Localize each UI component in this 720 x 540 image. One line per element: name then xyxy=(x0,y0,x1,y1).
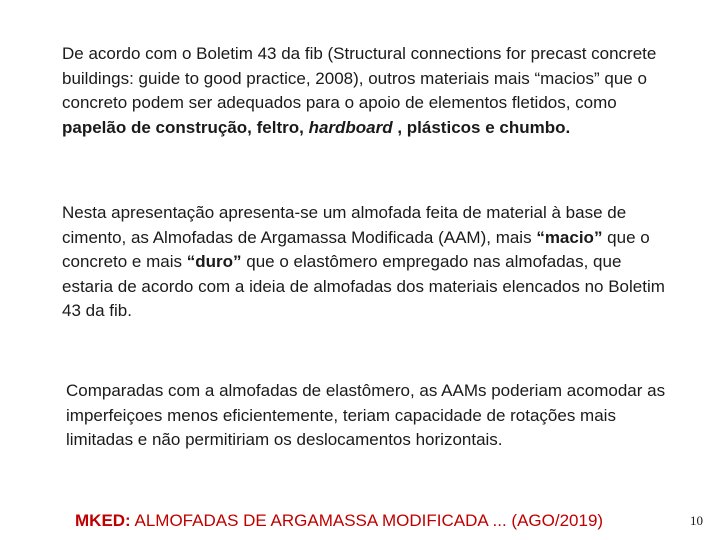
footer-title: ALMOFADAS DE ARGAMASSA MODIFICADA ... (AGO/2019) xyxy=(130,511,604,530)
page-number: 10 xyxy=(690,513,703,528)
p1-text: De acordo com o Boletim 43 da fib (Structural connections for precast concrete buildings: guide to good practice, 2008), outros materiais mais “macios” que o concreto podem ser adequados para o apoio de elementos fletidos, como xyxy=(62,44,657,112)
footer xyxy=(75,510,603,532)
p1-bold-materials-end: , plásticos e chumbo. xyxy=(392,117,571,137)
p2-bold-macio: “macio” xyxy=(536,227,603,247)
paragraph-aam-presentation xyxy=(62,201,677,324)
p2-text-c: que o elastômero empregado nas almofadas, que estaria de acordo com a ideia de almofadas dos materiais elencados no Boletim 43 da fib. xyxy=(62,252,665,320)
footer-brand: MKED: xyxy=(75,511,131,530)
paragraph-comparison xyxy=(66,379,666,453)
p2-bold-duro: “duro” xyxy=(186,252,242,271)
p2-text-a: Nesta apresentação apresenta-se um almofada feita de material à base de cimento, as Almofadas de Argamassa Modificada (AAM), mais xyxy=(62,203,627,247)
p1-bold-italic-hardboard: hardboard xyxy=(308,117,393,137)
paragraph-fib-bulletin xyxy=(62,42,677,140)
p2-text-b: que o concreto e mais xyxy=(62,227,650,271)
p1-bold-materials: papelão de construção, feltro, xyxy=(62,117,309,137)
p3-text: Comparadas com a almofadas de elastômero, as AAMs poderiam acomodar as imperfeiçoes menos eficientemente, teriam capacidade de rotações mais limitadas e não permitiriam os deslocamentos horizontais. xyxy=(66,381,666,449)
